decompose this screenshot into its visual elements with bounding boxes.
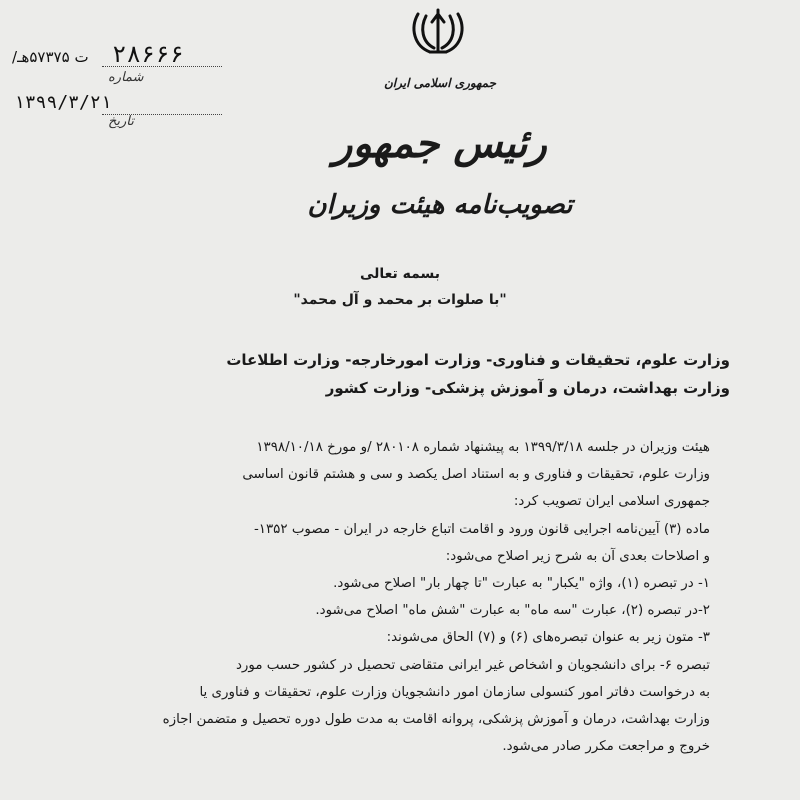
body-line: جمهوری اسلامی ایران تصویب کرد: (513, 494, 710, 510)
ministries-line: وزارت بهداشت، درمان و آموزش پزشکی- وزارت کشور (325, 379, 730, 397)
body-line: ۲-در تبصره (۲)، عبارت "سه ماه" به عبارت "شش ماه" اصلاح می‌شود. (315, 603, 710, 619)
body-line: ماده (۳) آیین‌نامه اجرایی قانون ورود و اقامت اتباع خارجه در ایران - مصوب ۱۳۵۲- (253, 521, 710, 537)
number-dotted-line (102, 66, 222, 67)
body-line: هیئت وزیران در جلسه ۱۳۹۹/۳/۱۸ به پیشنهاد شماره ۲۸۰۱۰۸ /و مورخ ۱۳۹۸/۱۰/۱۸ (256, 440, 710, 455)
ministries-block (150, 346, 730, 402)
iran-emblem-icon (408, 6, 468, 58)
body-line: وزارت بهداشت، درمان و آموزش پزشکی، پروانه اقامت به مدت طول دوره تحصیل و متضمن اجازه (162, 712, 710, 728)
body-line: ۳- متون زیر به عنوان تبصره‌های (۶) و (۷) الحاق می‌شوند: (386, 630, 710, 646)
body-line: ۱- در تبصره (۱)، واژه "یکبار" به عبارت "تا چهار بار" اصلاح می‌شود. (333, 576, 710, 592)
body-line: و اصلاحات بعدی آن به شرح زیر اصلاح می‌شود: (445, 548, 710, 564)
number-prefix: /ت ۵۷۳۷۵هـ (12, 48, 89, 66)
decree-body (100, 434, 710, 760)
salavat: "با صلوات بر محمد و آل محمد" (293, 292, 507, 308)
ministries-line: وزارت علوم، تحقیقات و فناوری- وزارت امورخارجه- وزارت اطلاعات (226, 351, 730, 369)
body-line: وزارت علوم، تحقیقات و فناوری و به استناد اصل یکصد و سی و هشتم قانون اساسی (242, 467, 710, 483)
president-title: رئیس جمهور (333, 120, 547, 167)
body-line: تبصره ۶- برای دانشجویان و اشخاص غیر ایرانی متقاضی تحصیل در کشور حسب مورد (235, 657, 710, 673)
body-line: خروج و مراجعت مکرر صادر می‌شود. (502, 739, 710, 755)
body-line: به درخواست دفاتر امور کنسولی سازمان امور دانشجویان وزارت علوم، تحقیقات و فناوری یا (199, 684, 710, 700)
decree-title: تصویب‌نامه هیئت وزیران (307, 190, 573, 220)
bismillah: بسمه تعالی (359, 266, 441, 282)
number-label: شماره (108, 70, 144, 85)
date-value: ۱۳۹۹/۳/۲۱ (14, 92, 112, 113)
date-label: تاریخ (108, 114, 134, 129)
republic-title: جمهوری اسلامی ایران (383, 76, 497, 90)
number-value: ۲۸۶۶۶ (112, 40, 185, 68)
